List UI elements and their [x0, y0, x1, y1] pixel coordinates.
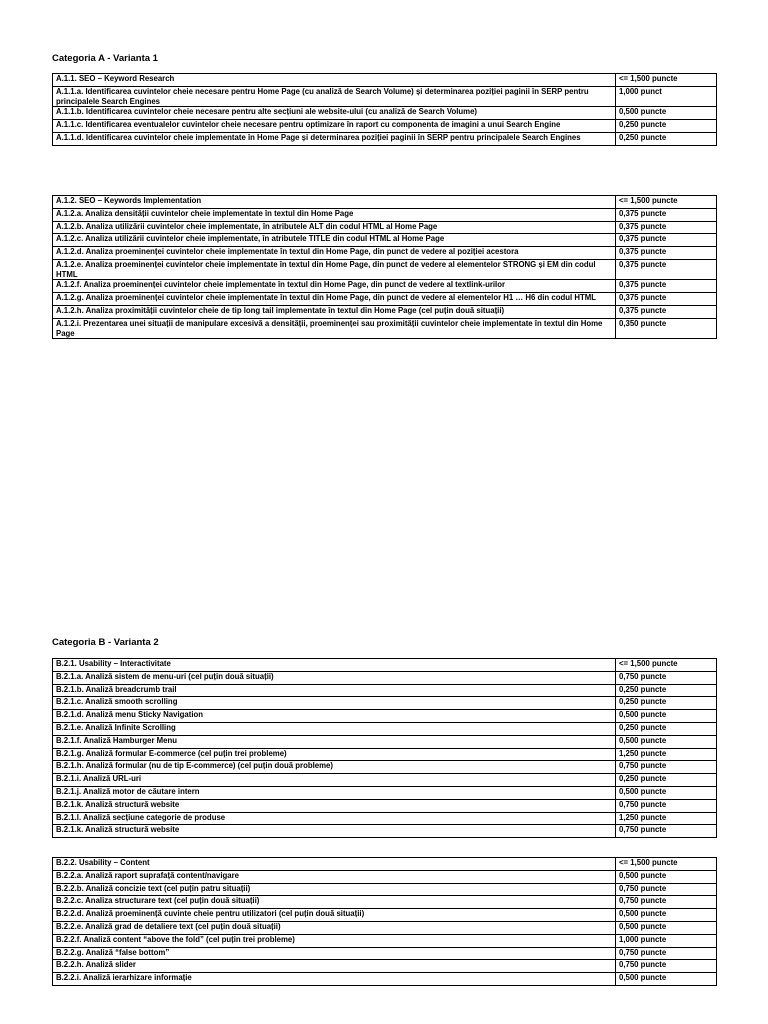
- criterion-cell: B.2.1.d. Analiză menu Sticky Navigation: [53, 710, 616, 723]
- criterion-cell: B.2.2.e. Analiză grad de detaliere text (cel puțin două situații): [53, 921, 616, 934]
- table-row: [53, 883, 717, 896]
- table-row: [53, 132, 717, 145]
- table-row: [53, 697, 717, 710]
- points-cell: 0,350 puncte: [616, 318, 717, 338]
- points-cell: 1,000 puncte: [616, 934, 717, 947]
- table-row: [53, 293, 717, 306]
- table-row: [53, 825, 717, 838]
- criterion-cell: B.2.1.e. Analiză Infinite Scrolling: [53, 722, 616, 735]
- table-header-row: [53, 858, 717, 871]
- section-title-b: Categoria B - Varianta 2: [52, 637, 159, 648]
- table-row: [53, 86, 717, 106]
- criterion-cell: B.2.1.h. Analiză formular (nu de tip E-commerce) (cel puțin două probleme): [53, 761, 616, 774]
- criterion-cell: B.2.1.f. Analiză Hamburger Menu: [53, 735, 616, 748]
- points-cell: 0,500 puncte: [616, 973, 717, 986]
- points-cell: 0,500 puncte: [616, 870, 717, 883]
- points-cell: 0,375 puncte: [616, 259, 717, 279]
- points-cell: 0,750 puncte: [616, 825, 717, 838]
- points-cell: 0,250 puncte: [616, 697, 717, 710]
- table-header-row: [53, 196, 717, 209]
- table-row: [53, 774, 717, 787]
- criterion-cell: B.2.1.j. Analiză motor de căutare intern: [53, 786, 616, 799]
- table-row: [53, 208, 717, 221]
- points-cell: 0,250 puncte: [616, 132, 717, 145]
- points-cell: 0,750 puncte: [616, 947, 717, 960]
- points-cell: 0,375 puncte: [616, 234, 717, 247]
- points-cell: 0,750 puncte: [616, 799, 717, 812]
- table-row: [53, 896, 717, 909]
- criterion-cell: B.2.2.i. Analiză ierarhizare informație: [53, 973, 616, 986]
- points-cell: 0,375 puncte: [616, 221, 717, 234]
- points-cell: 0,750 puncte: [616, 671, 717, 684]
- criterion-cell: B.2.2. Usability – Content: [53, 858, 616, 871]
- table-a11: [52, 73, 717, 146]
- table-row: [53, 221, 717, 234]
- table-row: [53, 107, 717, 120]
- criterion-cell: A.1.1.b. Identificarea cuvintelor cheie necesare pentru alte secțiuni ale website-ului (cu analiză de Search Volume): [53, 107, 616, 120]
- table-row: [53, 684, 717, 697]
- points-cell: <= 1,500 puncte: [616, 196, 717, 209]
- table-row: [53, 947, 717, 960]
- points-cell: 0,250 puncte: [616, 120, 717, 133]
- table-row: [53, 909, 717, 922]
- table-row: [53, 812, 717, 825]
- table-row: [53, 722, 717, 735]
- points-cell: 0,375 puncte: [616, 306, 717, 319]
- criterion-cell: B.2.1.k. Analiză structură website: [53, 799, 616, 812]
- points-cell: 0,375 puncte: [616, 247, 717, 260]
- points-cell: 0,500 puncte: [616, 735, 717, 748]
- table-row: [53, 234, 717, 247]
- table-row: [53, 960, 717, 973]
- table-row: [53, 671, 717, 684]
- points-cell: 0,250 puncte: [616, 774, 717, 787]
- criterion-cell: B.2.1.i. Analiză URL-uri: [53, 774, 616, 787]
- criterion-cell: A.1.1. SEO – Keyword Research: [53, 74, 616, 87]
- table-header-row: [53, 74, 717, 87]
- criterion-cell: B.2.1.c. Analiză smooth scrolling: [53, 697, 616, 710]
- table-row: [53, 786, 717, 799]
- criterion-cell: A.1.2.f. Analiza proeminenței cuvintelor cheie implementate în textul din Home Page, din punct de vedere al textlink-urilor: [53, 280, 616, 293]
- points-cell: 1,000 punct: [616, 86, 717, 106]
- table-header-row: [53, 659, 717, 672]
- table-row: [53, 280, 717, 293]
- criterion-cell: A.1.2.e. Analiza proeminenței cuvintelor cheie implementate în textul din Home Page, din punct de vedere al elementelor STRONG și EM din codul HTML: [53, 259, 616, 279]
- points-cell: 1,250 puncte: [616, 748, 717, 761]
- points-cell: 0,500 puncte: [616, 921, 717, 934]
- table-row: [53, 921, 717, 934]
- points-cell: 0,750 puncte: [616, 896, 717, 909]
- criterion-cell: B.2.2.d. Analiză proeminență cuvinte cheie pentru utilizatori (cel puțin două situații): [53, 909, 616, 922]
- criterion-cell: A.1.1.d. Identificarea cuvintelor cheie implementate în Home Page și determinarea poziției paginii în SERP pentru principalele Search Engines: [53, 132, 616, 145]
- criterion-cell: B.2.2.a. Analiză raport suprafață content/navigare: [53, 870, 616, 883]
- points-cell: 0,500 puncte: [616, 909, 717, 922]
- criterion-cell: A.1.2.d. Analiza proeminenței cuvintelor cheie implementate în textul din Home Page, din punct de vedere al poziției acestora: [53, 247, 616, 260]
- points-cell: 0,750 puncte: [616, 761, 717, 774]
- criterion-cell: B.2.1.b. Analiză breadcrumb trail: [53, 684, 616, 697]
- criterion-cell: B.2.2.b. Analiză concizie text (cel puțin patru situații): [53, 883, 616, 896]
- table-row: [53, 120, 717, 133]
- criterion-cell: B.2.2.c. Analiza structurare text (cel puțin două situații): [53, 896, 616, 909]
- table-row: [53, 761, 717, 774]
- points-cell: 0,750 puncte: [616, 883, 717, 896]
- points-cell: 0,375 puncte: [616, 293, 717, 306]
- criterion-cell: B.2.2.f. Analiză content “above the fold” (cel puțin trei probleme): [53, 934, 616, 947]
- table-row: [53, 799, 717, 812]
- points-cell: <= 1,500 puncte: [616, 659, 717, 672]
- points-cell: <= 1,500 puncte: [616, 74, 717, 87]
- table-row: [53, 870, 717, 883]
- table-row: [53, 306, 717, 319]
- criterion-cell: A.1.2.c. Analiza utilizării cuvintelor cheie implementate, în atributele TITLE din codul HTML al Home Page: [53, 234, 616, 247]
- points-cell: 0,500 puncte: [616, 710, 717, 723]
- points-cell: 0,750 puncte: [616, 960, 717, 973]
- criterion-cell: A.1.2.g. Analiza proeminenței cuvintelor cheie implementate în textul din Home Page, din punct de vedere al elementelor H1 … H6 din codul HTML: [53, 293, 616, 306]
- criterion-cell: A.1.2. SEO – Keywords Implementation: [53, 196, 616, 209]
- table-row: [53, 318, 717, 338]
- table-row: [53, 735, 717, 748]
- criterion-cell: B.2.1.g. Analiză formular E-commerce (cel puțin trei probleme): [53, 748, 616, 761]
- points-cell: <= 1,500 puncte: [616, 858, 717, 871]
- points-cell: 0,375 puncte: [616, 280, 717, 293]
- points-cell: 0,250 puncte: [616, 722, 717, 735]
- points-cell: 1,250 puncte: [616, 812, 717, 825]
- section-title-a: Categoria A - Varianta 1: [52, 53, 158, 64]
- table-b22: [52, 857, 717, 986]
- table-row: [53, 247, 717, 260]
- criterion-cell: B.2.1.l. Analiză secțiune categorie de produse: [53, 812, 616, 825]
- criterion-cell: A.1.2.b. Analiza utilizării cuvintelor cheie implementate, în atributele ALT din codul HTML al Home Page: [53, 221, 616, 234]
- criterion-cell: B.2.1.k. Analiză structură website: [53, 825, 616, 838]
- criterion-cell: B.2.1.a. Analiză sistem de menu-uri (cel puțin două situații): [53, 671, 616, 684]
- table-a12: [52, 195, 717, 339]
- criterion-cell: A.1.1.c. Identificarea eventualelor cuvintelor cheie necesare pentru optimizare în raport cu componenta de imagini a unui Search Engine: [53, 120, 616, 133]
- criterion-cell: A.1.2.h. Analiza proximității cuvintelor cheie de tip long tail implementate în textul din Home Page (cel puțin două situații): [53, 306, 616, 319]
- table-b21: [52, 658, 717, 838]
- points-cell: 0,500 puncte: [616, 786, 717, 799]
- table-row: [53, 710, 717, 723]
- criterion-cell: A.1.2.i. Prezentarea unei situații de manipulare excesivă a densității, proeminenței sau proximității cuvintelor cheie implementate în textul din Home Page: [53, 318, 616, 338]
- criterion-cell: A.1.1.a. Identificarea cuvintelor cheie necesare pentru Home Page (cu analiză de Search Volume) și determinarea poziției paginii în SERP pentru principalele Search Engines: [53, 86, 616, 106]
- points-cell: 0,500 puncte: [616, 107, 717, 120]
- table-row: [53, 973, 717, 986]
- criterion-cell: B.2.1. Usability – Interactivitate: [53, 659, 616, 672]
- points-cell: 0,375 puncte: [616, 208, 717, 221]
- criterion-cell: B.2.2.h. Analiză slider: [53, 960, 616, 973]
- points-cell: 0,250 puncte: [616, 684, 717, 697]
- table-row: [53, 748, 717, 761]
- criterion-cell: B.2.2.g. Analiză “false bottom”: [53, 947, 616, 960]
- criterion-cell: A.1.2.a. Analiza densității cuvintelor cheie implementate în textul din Home Page: [53, 208, 616, 221]
- table-row: [53, 934, 717, 947]
- table-row: [53, 259, 717, 279]
